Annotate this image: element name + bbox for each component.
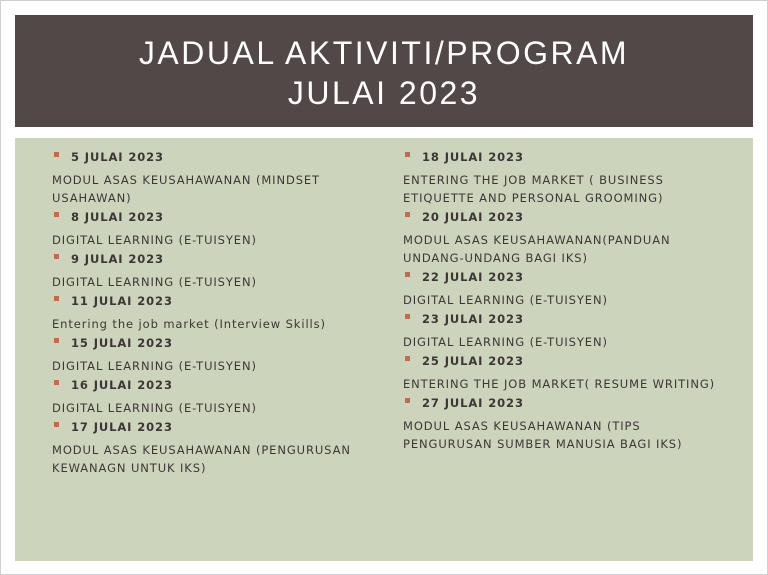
entry-description: MODUL ASAS KEUSAHAWANAN (MINDSET USAHAWAN) bbox=[52, 173, 320, 205]
entry-date: 18 JULAI 2023 bbox=[422, 150, 524, 164]
entry-date: 15 JULAI 2023 bbox=[71, 336, 173, 350]
entry-date: 9 JULAI 2023 bbox=[71, 252, 164, 266]
entry-description: DIGITAL LEARNING (E-TUISYEN) bbox=[52, 233, 257, 247]
entry-description: DIGITAL LEARNING (E-TUISYEN) bbox=[52, 275, 257, 289]
slide-title bbox=[139, 33, 629, 113]
list-item bbox=[403, 210, 723, 270]
bullet-icon bbox=[54, 296, 59, 301]
entry-date: 5 JULAI 2023 bbox=[71, 150, 164, 164]
list-item bbox=[403, 270, 723, 312]
bullet-icon bbox=[405, 272, 410, 277]
list-item bbox=[403, 396, 723, 456]
list-item bbox=[52, 336, 362, 378]
bullet-icon bbox=[405, 314, 410, 319]
entry-date: 23 JULAI 2023 bbox=[422, 312, 524, 326]
bullet-icon bbox=[54, 254, 59, 259]
title-line-2: JULAI 2023 bbox=[287, 75, 481, 111]
bullet-icon bbox=[54, 212, 59, 217]
entry-date: 27 JULAI 2023 bbox=[422, 396, 524, 410]
entry-date: 17 JULAI 2023 bbox=[71, 420, 173, 434]
bullet-icon bbox=[54, 338, 59, 343]
right-column bbox=[403, 150, 723, 456]
list-item bbox=[52, 294, 362, 336]
entry-date: 22 JULAI 2023 bbox=[422, 270, 524, 284]
entry-description: ENTERING THE JOB MARKET ( BUSINESS ETIQUETTE AND PERSONAL GROOMING) bbox=[403, 173, 664, 205]
list-item bbox=[52, 252, 362, 294]
entry-description: Entering the job market (Interview Skills) bbox=[52, 317, 326, 331]
title-bar bbox=[15, 15, 753, 127]
entry-description: MODUL ASAS KEUSAHAWANAN(PANDUAN UNDANG-UNDANG BAGI IKS) bbox=[403, 233, 671, 265]
list-item bbox=[52, 150, 362, 210]
entry-description: MODUL ASAS KEUSAHAWANAN (TIPS PENGURUSAN SUMBER MANUSIA BAGI IKS) bbox=[403, 419, 683, 451]
list-item bbox=[403, 312, 723, 354]
title-line-1: JADUAL AKTIVITI/PROGRAM bbox=[138, 35, 630, 71]
list-item bbox=[52, 420, 362, 480]
entry-description: DIGITAL LEARNING (E-TUISYEN) bbox=[52, 401, 257, 415]
entry-date: 16 JULAI 2023 bbox=[71, 378, 173, 392]
entry-description: MODUL ASAS KEUSAHAWANAN (PENGURUSAN KEWANAGN UNTUK IKS) bbox=[52, 443, 351, 475]
bullet-icon bbox=[405, 152, 410, 157]
entry-description: DIGITAL LEARNING (E-TUISYEN) bbox=[52, 359, 257, 373]
list-item bbox=[403, 150, 723, 210]
list-item bbox=[52, 210, 362, 252]
bullet-icon bbox=[405, 398, 410, 403]
content-area bbox=[15, 138, 753, 561]
entry-description: ENTERING THE JOB MARKET( RESUME WRITING) bbox=[403, 377, 716, 391]
list-item bbox=[52, 378, 362, 420]
entry-description: DIGITAL LEARNING (E-TUISYEN) bbox=[403, 335, 608, 349]
list-item bbox=[403, 354, 723, 396]
entry-date: 8 JULAI 2023 bbox=[71, 210, 164, 224]
left-column bbox=[52, 150, 362, 480]
bullet-icon bbox=[405, 212, 410, 217]
bullet-icon bbox=[405, 356, 410, 361]
bullet-icon bbox=[54, 152, 59, 157]
bullet-icon bbox=[54, 380, 59, 385]
entry-date: 25 JULAI 2023 bbox=[422, 354, 524, 368]
entry-date: 11 JULAI 2023 bbox=[71, 294, 173, 308]
entry-date: 20 JULAI 2023 bbox=[422, 210, 524, 224]
bullet-icon bbox=[54, 422, 59, 427]
entry-description: DIGITAL LEARNING (E-TUISYEN) bbox=[403, 293, 608, 307]
